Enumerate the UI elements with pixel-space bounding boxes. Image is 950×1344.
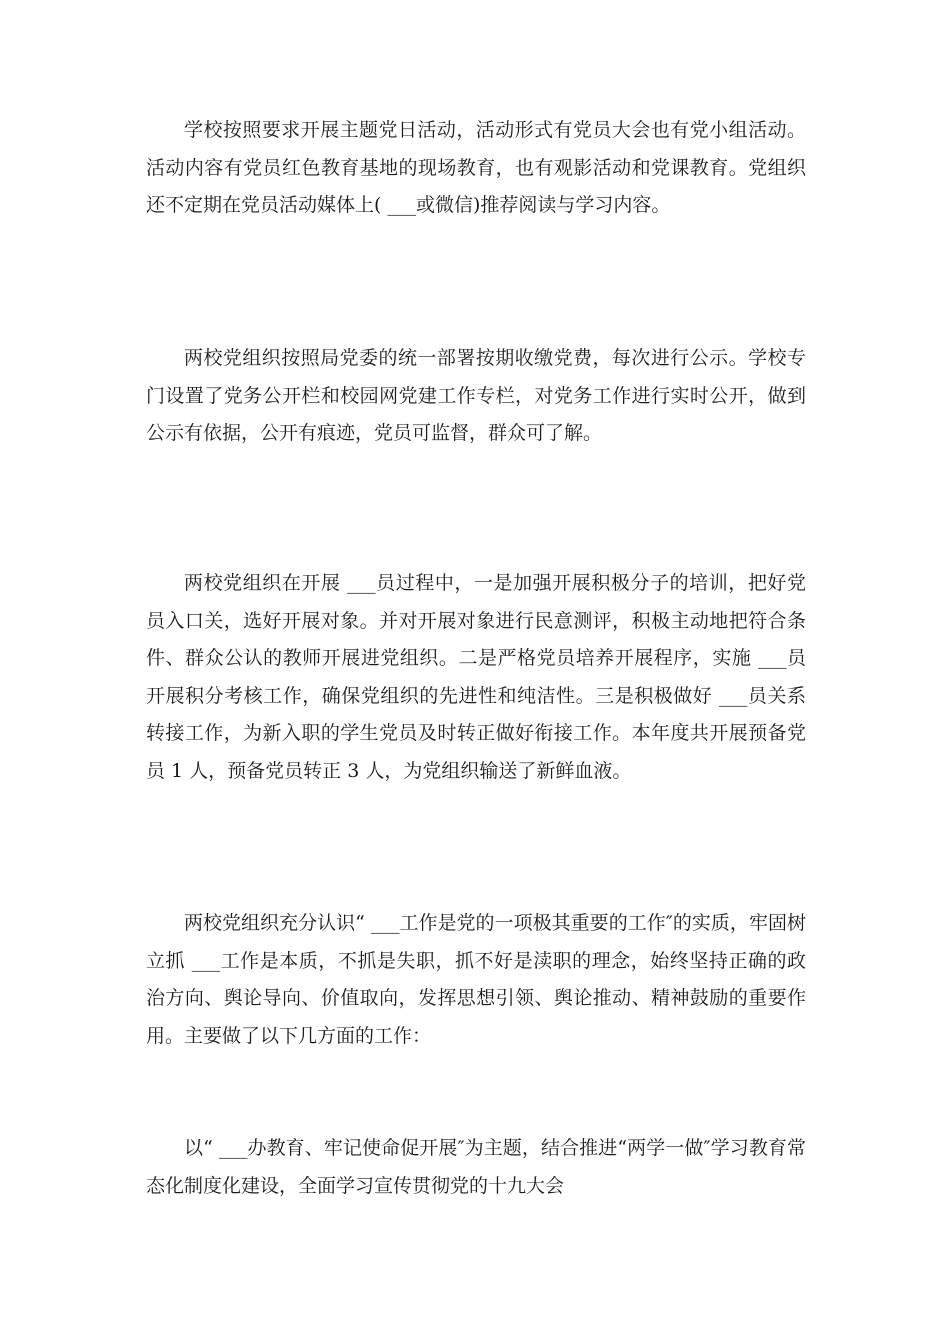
- paragraph-party-day-activities: 学校按照要求开展主题党日活动，活动形式有党员大会也有党小组活动。活动内容有党员红色教育基地的现场教育，也有观影活动和党课教育。党组织还不定期在党员活动媒体上( ___或微信)推荐阅读与学习内容。: [146, 119, 806, 216]
- paragraph-work-awareness: 两校党组织充分认识“ ___工作是党的一项极其重要的工作″的实质，牢固树立抓 ___工作是本质，不抓是失职，抓不好是渎职的理念，始终坚持正确的政治方向、舆论导向、价值取向，发挥思想引领、舆论推动、精神鼓励的重要作用。主要做了以下几方面的工作：: [146, 912, 806, 1047]
- paragraph-party-dues: 两校党组织按照局党委的统一部署按期收缴党费，每次进行公示。学校专门设置了党务公开栏和校园网党建工作专栏，对党务工作进行实时公开，做到公示有依据，公开有痕迹，党员可监督，群众可了解。: [146, 347, 806, 444]
- paragraph-theme-education: 以“ ___办教育、牢记使命促开展″为主题，结合推进“两学一做″学习教育常态化制度化建设，全面学习宣传贯彻党的十九大会: [146, 1137, 806, 1197]
- paragraph-member-development: 两校党组织在开展 ___员过程中，一是加强开展积极分子的培训，把好党员入口关，选好开展对象。并对开展对象进行民意测评，积极主动地把符合条件、群众公认的教师开展进党组织。二是严格党员培养开展程序，实施 ___员开展积分考核工作，确保党组织的先进性和纯洁性。三是积极做好 ___员关系转接工作，为新入职的学生党员及时转正做好衔接工作。本年度共开展预备党员 1 人，预备党员转正 3 人，为党组织输送了新鲜血液。: [146, 572, 806, 782]
